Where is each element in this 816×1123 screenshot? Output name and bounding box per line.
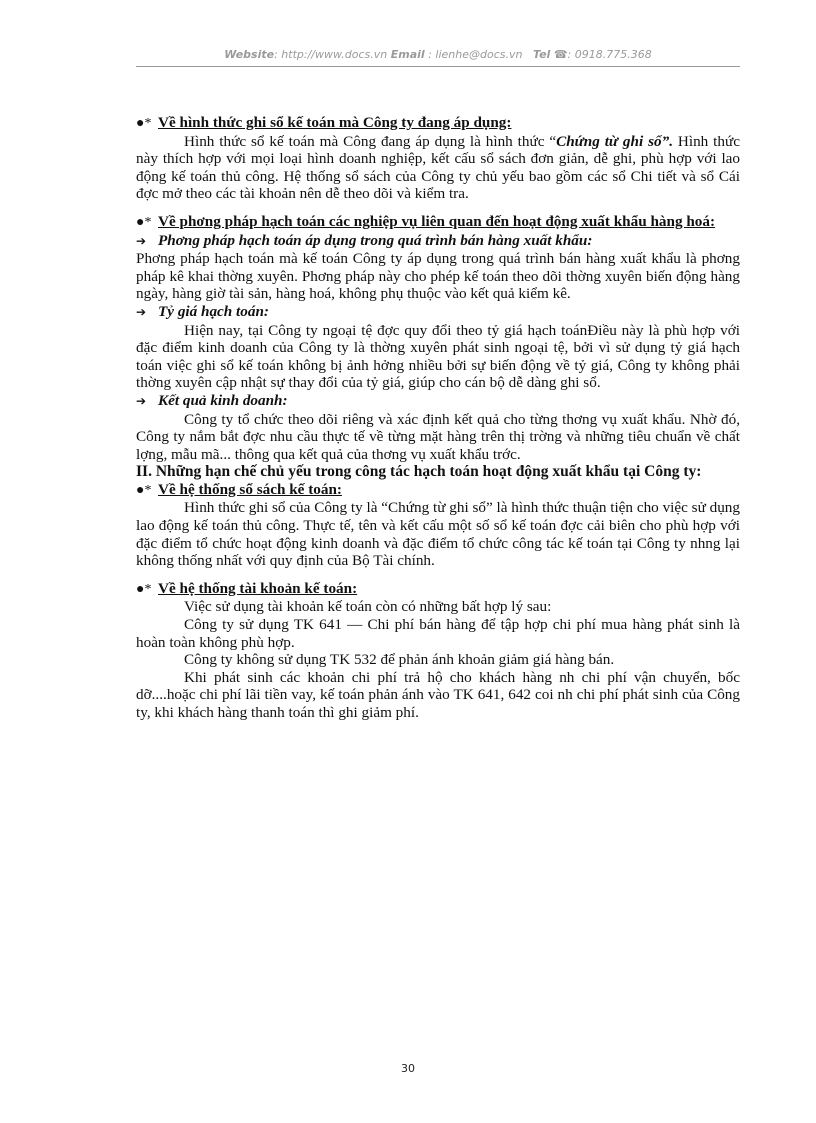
subsection-heading: ➔ Kết quả kinh doanh: [136,391,288,409]
paragraph: Hình thức ghi sổ của Công ty là “Chứng từ ghi sổ” là hình thức thuận tiện cho việc sử dụng lao động kế toán thủ công. Thực tế, tên và kết cấu một số sổ kế toán đợc cải biên cho phù hợp với đặc điểm tổ chức hoạt động kinh doanh và đặc điểm tổ chức công tác kế toán tại Công ty nhng lại không thống nhất với quy định của Bộ Tài chính. [136,499,740,570]
paragraph: Hiện nay, tại Công ty ngoại tệ đợc quy đổi theo tỷ giá hạch toánĐiều này là phù hợp với đặc điểm kinh doanh của Công ty là thờng xuyên phát sinh ngoại tệ, bởi vì sử dụng tỷ giá hạch toán việc ghi sổ kế toán không bị ảnh hởng nhiều bởi sự biến động về tỷ giá, Công ty không phải thờng xuyên cập nhật sự thay đổi của tỷ giá, giúp cho cán bộ dễ dàng ghi sổ. [136,321,740,392]
email-label: Email [390,48,425,61]
subsection-heading: ➔ Phơng pháp hạch toán áp dụng trong quá trình bán hàng xuất khẩu: [136,231,593,249]
bomb-bullet-icon: ●* [136,116,152,131]
paragraph: Khi phát sinh các khoản chi phí trả hộ cho khách hàng nh chi phí vận chuyển, bốc dỡ....hoặc chi phí lãi tiền vay, kế toán phản ánh vào TK 641, 642 coi nh chi phí phát sinh của Công ty, khi khách hàng thanh toán thì ghi giảm phí. [136,668,740,721]
document-body [136,114,740,722]
tel-value: : 0918.775.368 [567,48,652,61]
arrow-right-icon: ➔ [136,233,147,248]
website-label: Website [224,48,275,61]
paragraph: Công ty sử dụng TK 641 — Chi phí bán hàng để tập hợp chi phí mua hàng phát sinh là hoàn toàn không phù hợp. [136,616,740,651]
section-heading-text: Về hình thức ghi sổ kế toán mà Công ty đang áp dụng: [158,114,512,131]
arrow-right-icon: ➔ [136,393,147,408]
email-value: : lienhe@docs.vn [424,48,523,61]
section-heading-2 [136,213,740,232]
page-number: 30 [401,1062,415,1075]
paragraph: Công ty không sử dụng TK 532 để phản ánh khoản giảm giá hàng bán. [184,651,615,669]
section-heading-1 [136,114,740,133]
section-heading-text: Về phơng pháp hạch toán các nghiệp vụ liên quan đến hoạt động xuất khẩu hàng hoá: [158,212,716,230]
section-heading-4 [136,580,740,599]
bomb-bullet-icon: ●* [136,581,152,597]
section-heading-text: Về hệ thống sổ sách kế toán: [158,480,342,498]
header-divider [136,66,740,67]
paragraph: Công ty tổ chức theo dõi riêng và xác định kết quả cho từng thơng vụ xuất khẩu. Nhờ đó, Công ty nắm bắt đợc nhu cầu thực tế về từng mặt hàng trên thị trờng và những tiêu chuẩn về chất lợng, mẫu mã... thông qua kết quả của thơng vụ xuất khẩu trớc. [136,410,740,463]
subsection-heading: ➔ Tỷ giá hạch toán: [136,302,269,320]
chapter-heading: II. Những hạn chế chủ yếu trong công tác hạch toán hoạt động xuất khẩu tại Công ty: [136,463,702,481]
phone-icon: ☎ [553,48,568,61]
bomb-bullet-icon: ●* [136,214,152,230]
paragraph: Hình thức sổ kế toán mà Công đang áp dụng là hình thức “Chứng từ ghi sổ”. Hình thức này thích hợp với mọi loại hình doanh nghiệp, kết cấu sổ sách đơn giản, dễ ghi, phù hợp với lao động kế toán thủ công. Hệ thống sổ sách của Công ty chủ yếu bao gồm các sổ Chi tiết và sổ Cái đợc mở theo các tài khoản nên dễ theo dõi và kiểm tra. [136,132,740,203]
bomb-bullet-icon: ●* [136,482,152,498]
page-header [136,48,740,61]
section-heading-text: Về hệ thống tài khoản kế toán: [158,579,358,597]
tel-label: Tel [532,48,551,61]
paragraph: Phơng pháp hạch toán mà kế toán Công ty áp dụng trong quá trình bán hàng xuất khẩu là phơng pháp kê khai thờng xuyên. Phơng pháp này cho phép kế toán theo dõi thờng xuyên biến động hàng ngày, hàng giờ tài sản, hàng hoá, không phụ thuộc vào kết quả kiểm kê. [136,250,740,303]
arrow-right-icon: ➔ [136,304,147,319]
paragraph: Việc sử dụng tài khoản kế toán còn có những bất hợp lý sau: [184,598,552,616]
section-heading-3 [136,481,740,500]
website-value: : http://www.docs.vn [274,48,388,61]
